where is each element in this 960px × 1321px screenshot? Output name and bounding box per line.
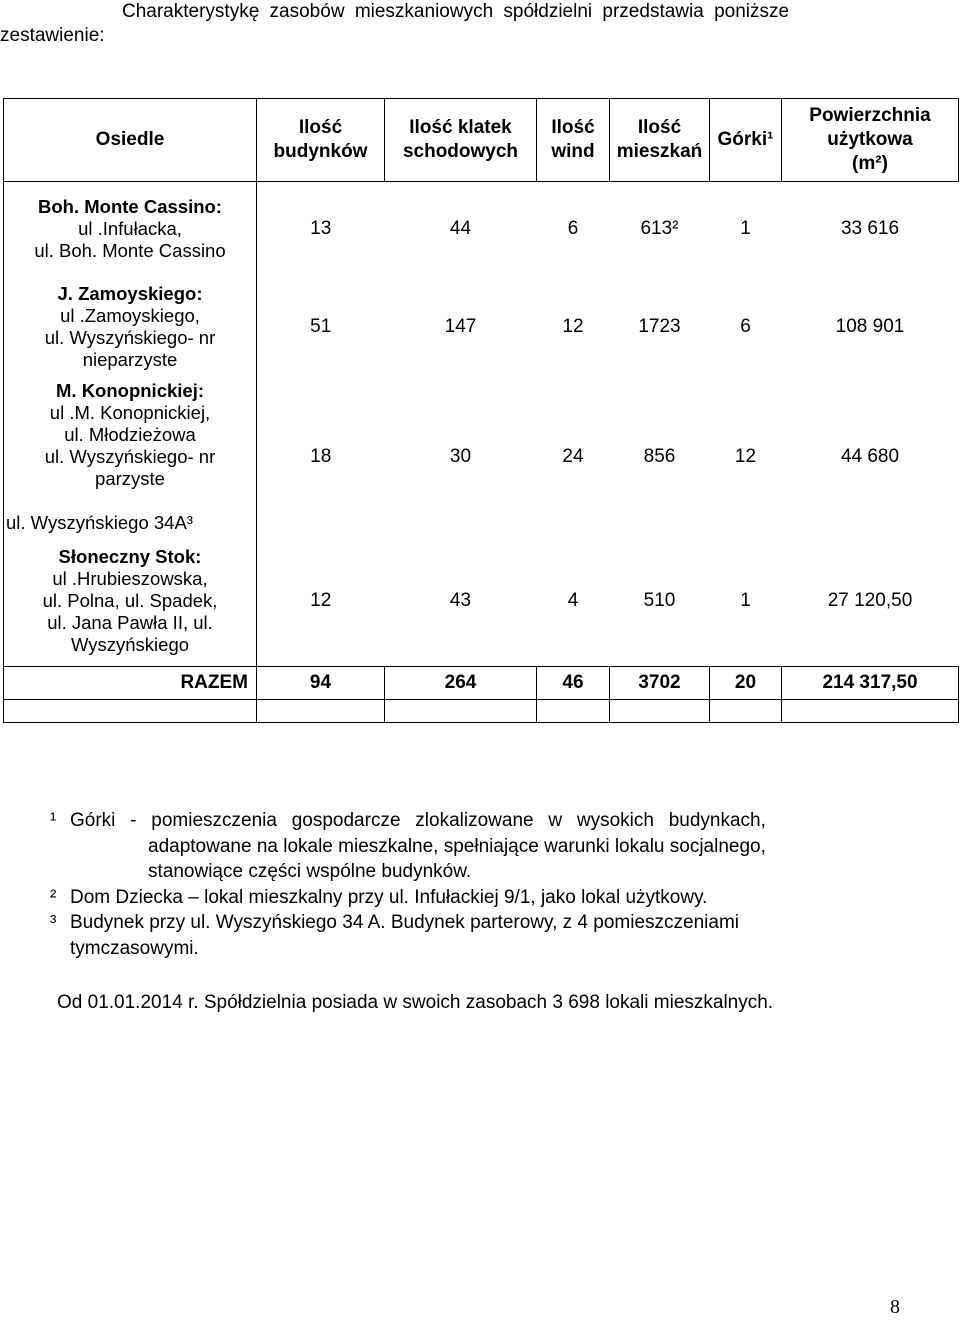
estate-line: M. Konopnickiej: — [56, 379, 204, 401]
empty-cell — [385, 700, 537, 723]
estate-line — [6, 490, 254, 512]
footnote-text: adaptowane na lokale mieszkalne, spełniające warunki lokalu socjalnego, — [148, 835, 766, 857]
estate-line: Boh. Monte Cassino: — [38, 196, 222, 218]
total-mieszkan: 3702 — [610, 667, 710, 700]
estate-line: nieparzyste — [82, 348, 178, 370]
empty-row — [4, 700, 959, 723]
cell-gorki: 6 — [740, 315, 751, 337]
estate-cell — [4, 537, 257, 667]
estate-line: Słoneczny Stok: — [58, 546, 202, 568]
intro-line-2: zestawienie: — [0, 25, 105, 46]
cell-powierzchnia: 44 680 — [840, 445, 900, 467]
estate-cell — [4, 277, 257, 377]
footnote-1 — [50, 808, 910, 885]
footnote-text: Górki - pomieszczenia gospodarcze zlokalizowane w wysokich budynkach, — [70, 810, 766, 831]
cell-mieszkan: 510 — [610, 537, 710, 667]
footnote-marker: ¹ — [50, 810, 57, 831]
estate-line: ul. Młodzieżowa — [64, 423, 196, 445]
total-label: RAZEM — [4, 667, 257, 700]
cell-klatek: 147 — [444, 315, 477, 337]
cell-wind: 24 — [562, 445, 584, 467]
housing-resources-table — [3, 98, 959, 723]
estate-line: ul. Wyszyńskiego- nr — [44, 445, 216, 467]
total-budynkow: 94 — [257, 667, 385, 700]
footnote-2 — [50, 885, 910, 911]
total-klatek: 264 — [385, 667, 537, 700]
cell-powierzchnia: 33 616 — [782, 182, 959, 277]
intro-line-1: Charakterystykę zasobów mieszkaniowych spółdzielni przedstawia poniższe — [122, 1, 790, 22]
estate-line: ul .Infułacka, — [78, 218, 182, 240]
cell-gorki: 1 — [710, 537, 782, 667]
page-number: 8 — [890, 1296, 900, 1318]
estate-line: ul. Wyszyńskiego- nr — [44, 326, 216, 348]
empty-cell — [4, 700, 257, 723]
footnote-marker: ³ — [50, 912, 57, 933]
estate-cell — [4, 377, 257, 537]
estate-line: J. Zamoyskiego: — [57, 282, 203, 304]
cell-mieszkan: 856 — [643, 445, 676, 467]
empty-cell — [710, 700, 782, 723]
estate-line: ul. Polna, ul. Spadek, — [42, 590, 218, 612]
cell-mieszkan: 1723 — [638, 315, 681, 337]
cell-wind: 6 — [537, 182, 610, 277]
estate-cell — [4, 182, 257, 277]
footnote-text: Dom Dziecka – lokal mieszkalny przy ul. Infułackiej 9/1, jako lokal użytkowy. — [70, 886, 708, 908]
footnote-text: stanowiące części wspólne budynków. — [148, 861, 472, 882]
empty-cell — [537, 700, 610, 723]
table-row — [4, 277, 959, 377]
cell-mieszkan: 613² — [610, 182, 710, 277]
total-row — [4, 667, 959, 700]
header-budynkow: Ilość budynków — [257, 99, 385, 182]
total-powierzchnia: 214 317,50 — [782, 667, 959, 700]
cell-powierzchnia: 27 120,50 — [782, 537, 959, 667]
summary-sentence: Od 01.01.2014 r. Spółdzielnia posiada w swoich zasobach 3 698 lokali mieszkalnych. — [57, 992, 774, 1013]
cell-wind: 4 — [537, 537, 610, 667]
header-osiedle: Osiedle — [4, 99, 257, 182]
estate-line: ul .Hrubieszowska, — [52, 568, 208, 590]
cell-klatek: 30 — [449, 445, 472, 467]
footnote-text: Budynek przy ul. Wyszyńskiego 34 A. Budynek parterowy, z 4 pomieszczeniami — [70, 912, 739, 933]
cell-budynkow: 12 — [257, 537, 385, 667]
estate-line: ul. Wyszyńskiego 34A³ — [6, 511, 193, 533]
estate-line: ul. Boh. Monte Cassino — [34, 240, 226, 262]
footnote-text: tymczasowymi. — [70, 937, 199, 959]
estate-line: ul .Zamoyskiego, — [60, 304, 200, 326]
header-powierzchnia: Powierzchnia użytkowa (m²) — [782, 99, 959, 182]
footnote-marker: ² — [50, 886, 57, 908]
cell-budynkow: 51 — [310, 315, 332, 337]
estate-line: ul. Jana Pawła II, ul. — [47, 612, 213, 634]
total-wind: 46 — [537, 667, 610, 700]
cell-gorki: 12 — [734, 445, 757, 467]
cell-klatek: 44 — [385, 182, 537, 277]
header-mieszkan: Ilość mieszkań — [610, 99, 710, 182]
estate-line: ul .M. Konopnickiej, — [49, 401, 211, 423]
estate-line: Wyszyńskiego — [70, 634, 190, 656]
cell-gorki: 1 — [710, 182, 782, 277]
header-klatek: Ilość klatek schodowych — [385, 99, 537, 182]
cell-budynkow: 13 — [257, 182, 385, 277]
empty-cell — [257, 700, 385, 723]
total-gorki: 20 — [710, 667, 782, 700]
table-row — [4, 377, 959, 537]
table-row — [4, 182, 959, 277]
header-gorki: Górki¹ — [710, 99, 782, 182]
footnote-3 — [50, 910, 910, 961]
empty-cell — [782, 700, 959, 723]
footnotes — [50, 808, 910, 961]
empty-cell — [610, 700, 710, 723]
cell-klatek: 43 — [385, 537, 537, 667]
intro-paragraph — [0, 0, 930, 48]
estate-line: parzyste — [95, 467, 165, 489]
header-wind: Ilość wind — [537, 99, 610, 182]
table-row — [4, 537, 959, 667]
table-header-row — [4, 99, 959, 182]
cell-wind: 12 — [562, 315, 584, 337]
cell-powierzchnia: 108 901 — [835, 315, 905, 337]
cell-budynkow: 18 — [310, 445, 332, 467]
